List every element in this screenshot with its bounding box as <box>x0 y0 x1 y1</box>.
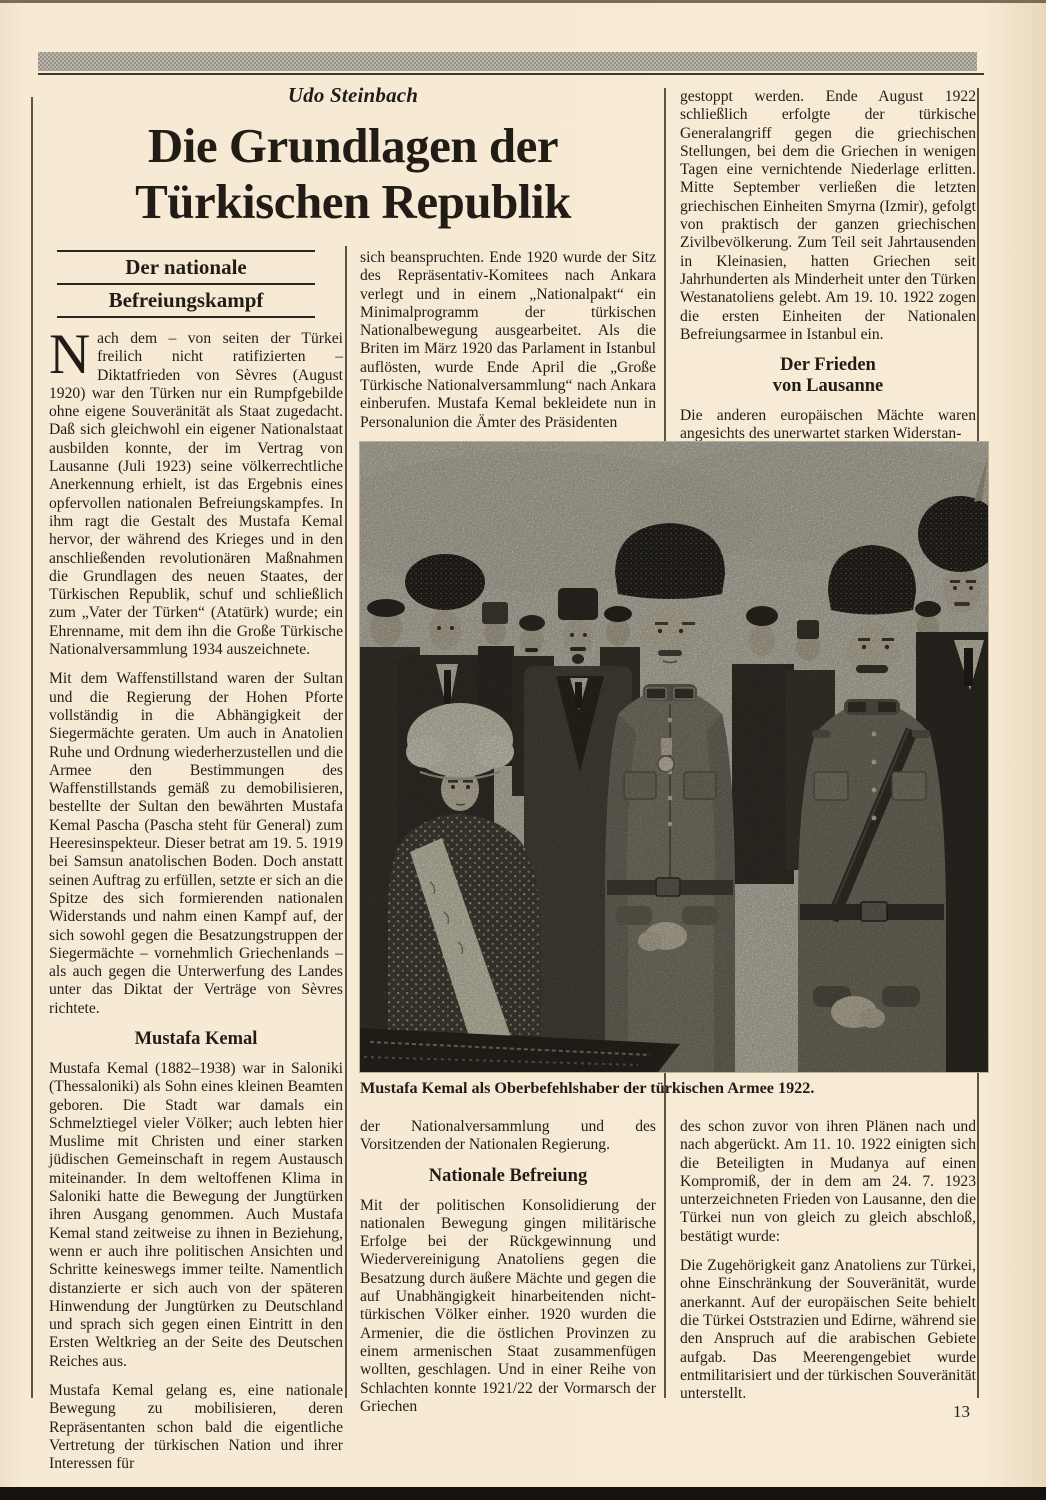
heading-line2: Befreiungskampf <box>108 288 264 312</box>
page-top-edge <box>0 0 1046 3</box>
pattern-bar-underline <box>38 73 984 75</box>
column-right-lower <box>680 1118 976 1403</box>
section-heading-befreiungskampf <box>57 250 315 318</box>
subheading-line2: von Lausanne <box>772 376 884 397</box>
article-title-line1: Die Grundlagen der <box>147 118 559 173</box>
kemal-photo-illustration <box>360 442 988 1072</box>
kemal-photo <box>360 442 988 1072</box>
author-byline: Udo Steinbach <box>287 83 419 107</box>
column-right-upper <box>680 88 976 444</box>
paragraph: Mit dem Waffenstillstand waren der Sultan und die Regierung der Hohen Pforte vollständig in die Abhängigkeit der Siegermächte geraten. Um auch in Anatolien Ruhe und Ordnung wiederherzustellen und die Armee den Bestimmungen des Waffenstillstands gemäß zu demobilisieren, bestellte der Sultan den bewährten Mustafa Kemal Pascha (Pascha steht für General) zum Heeresinspekteur. Dieser betrat am 19. 5. 1919 bei Samsun anatolischen Boden. Doch anstatt seinen Auftrag zu erfüllen, setzte er sich an die Spitze des sich formierenden nationalen Widerstands und nahm einen Kampf auf, der sich sowohl gegen die Besatzungstruppen der Siegermächte – vornehmlich Griechenlands – als auch gegen die Unterwerfung des Landes unter das Diktat der Verträge von Sèvres richtete. <box>49 670 343 1017</box>
paragraph: sich beanspruchten. Ende 1920 wurde der Sitz des Repräsentativ-Komitees nach Ankara verlegt und in einem „Nationalpakt“ ein Minimalprogramm der türkischen Nationalbewegung ausgearbeitet. Als die Briten im März 1920 das Parlament in Istanbul auflösten, wurde Ende April die „Große Türkische Nationalversammlung“ nach Ankara einberufen. Mustafa Kemal bekleidete nun in Personalunion die Ämter des Präsidenten <box>360 249 656 431</box>
article-title-line2: Türkischen Republik <box>135 174 571 229</box>
paragraph-text: ach dem – von seiten der Türkei freilich nicht ratifizierten – Diktatfrieden von Sèvres (August 1920) war den Türken nur ein Rumpfgebilde ohne eigene Souveränität als Staat zugedacht. Daß sich gleichwohl ein eigener Nationalstaat ausbilden konnte, der im Vertrag von Lausanne (Juli 1923) seine völkerrechtliche Anerkennung erhielt, ist das Ergebnis eines opfervollen nationalen Befreiungskampfes. In ihm ragt die Gestalt des Mustafa Kemal hervor, der während des Krieges und in den anschließenden revolutionären Maßnahmen die Grundlagen des neuen Staates, der Türkischen Republik, schuf und schließlich zum „Vater der Türken“ (Atatürk) wurde; ein Ehrenname, mit dem ihn die Große Türkische Nationalversammlung 1934 auszeichnete. <box>49 330 343 659</box>
paragraph: Mit der politischen Konsolidierung der nationalen Bewegung gingen militärische Erfolge bei der Rückgewinnung und Wiedervereinigung Anatoliens gegen die Besatzung durch äußere Mächte und gegen die auf Unabhängigkeit hinarbeitenden nicht-türkischen Völker einher. 1920 wurden die Armenier, die die östlichen Provinzen zu einem armenischen Staat zusammenfügen wollten, geschlagen. Und in einer Reihe von Schlachten konnte 1921/22 der Vormarsch der Griechen <box>360 1196 656 1415</box>
paragraph: gestoppt werden. Ende August 1922 schließlich erfolgte der türkische Generalangriff gegen die griechischen Stellungen, bei dem die Griechen in wenigen Tagen eine vernichtende Niederlage erlitten. Mitte September verließen die letzten griechischen Einheiten Smyrna (Izmir), gefolgt von praktisch der ganzen griechischen Zivilbevölkerung. Zum Teil seit Jahrtausenden in Kleinasien, hatten Griechen seit Jahrhunderten als Minderheit unter den Türken Westanatoliens gelebt. Am 19. 10. 1922 zogen die ersten Einheiten der Nationalen Befreiungsarmee in Istanbul ein. <box>680 88 976 343</box>
article-title <box>40 118 666 230</box>
scan-bottom-band <box>0 1487 1046 1500</box>
column-rule-1 <box>345 246 347 1398</box>
column-middle-upper <box>360 249 656 432</box>
subheading-line1: Der Frieden <box>780 355 876 376</box>
paragraph: Die Zugehörigkeit ganz Anatoliens zur Türkei, ohne Einschränkung der Souveränität, wurde anerkannt. Auf der europäischen Seite behielt die Türkei Oststrazien und Edirne, während sie den Anspruch auf die arabischen Gebiete aufgab. Das Meerengengebiet wurde entmilitarisiert und der türkischen Souveränität unterstellt. <box>680 1257 976 1403</box>
subheading-nationale-befreiung: Nationale Befreiung <box>428 1165 588 1186</box>
column-middle-lower <box>360 1118 656 1416</box>
drop-cap: N <box>49 323 91 386</box>
subheading-frieden-von-lausanne <box>680 355 976 397</box>
paragraph <box>49 323 343 659</box>
heading-rule <box>57 316 315 318</box>
paragraph: der Nationalversammlung und des Vorsitzenden der Nationalen Regierung. <box>360 1118 656 1154</box>
paragraph: Die anderen europäischen Mächte waren angesichts des unerwartet starken Widerstan- <box>680 407 976 443</box>
photo-caption: Mustafa Kemal als Oberbefehlshaber der türkischen Armee 1922. <box>360 1079 815 1097</box>
decorative-pattern-bar <box>38 52 977 71</box>
paragraph: Mustafa Kemal (1882–1938) war in Saloniki (Thessaloniki) als Sohn eines kleinen Beamten geboren. Die Stadt war damals ein Schmelztiegel vieler Völker; auch lebten hier Muslime mit Christen und einer starken jüdischen Gemeinschaft in regem Austausch miteinander. In dem weltoffenen Klima in Saloniki hatte die Bewegung der Jungtürken ihren Ausgang genommen. Auch Mustafa Kemal stand zeitweise zu ihnen in Beziehung, wenn er auch ihre politischen Ansichten und Schritte keineswegs immer teilte. Namentlich distanzierte er sich auch von der späteren Hinwendung der Jungtürken zu Deutschland und sprach sich gegen einen Eintritt in den Ersten Weltkrieg an der Seite des Deutschen Reiches aus. <box>49 1059 343 1370</box>
paragraph: Mustafa Kemal gelang es, eine nationale Bewegung zu mobilisieren, deren Repräsentanten schon bald die eigentliche Vertretung der türkischen Nation und ihrer Interessen für <box>49 1382 343 1473</box>
heading-line1: Der nationale <box>125 255 247 279</box>
page-number: 13 <box>953 1402 970 1421</box>
paragraph: des schon zuvor von ihren Plänen nach und nach abgerückt. Am 11. 10. 1922 einigten sich die Beteiligten in Mudanya auf einen Kompromiß, der in dem am 24. 7. 1923 unterzeichneten Frieden von Lausanne, den die Türkei nun von gleich zu gleich abschloß, bestätigt wurde: <box>680 1118 976 1245</box>
column-left <box>49 323 343 1474</box>
left-margin-rule <box>31 97 33 1398</box>
subheading-mustafa-kemal: Mustafa Kemal <box>134 1028 258 1049</box>
